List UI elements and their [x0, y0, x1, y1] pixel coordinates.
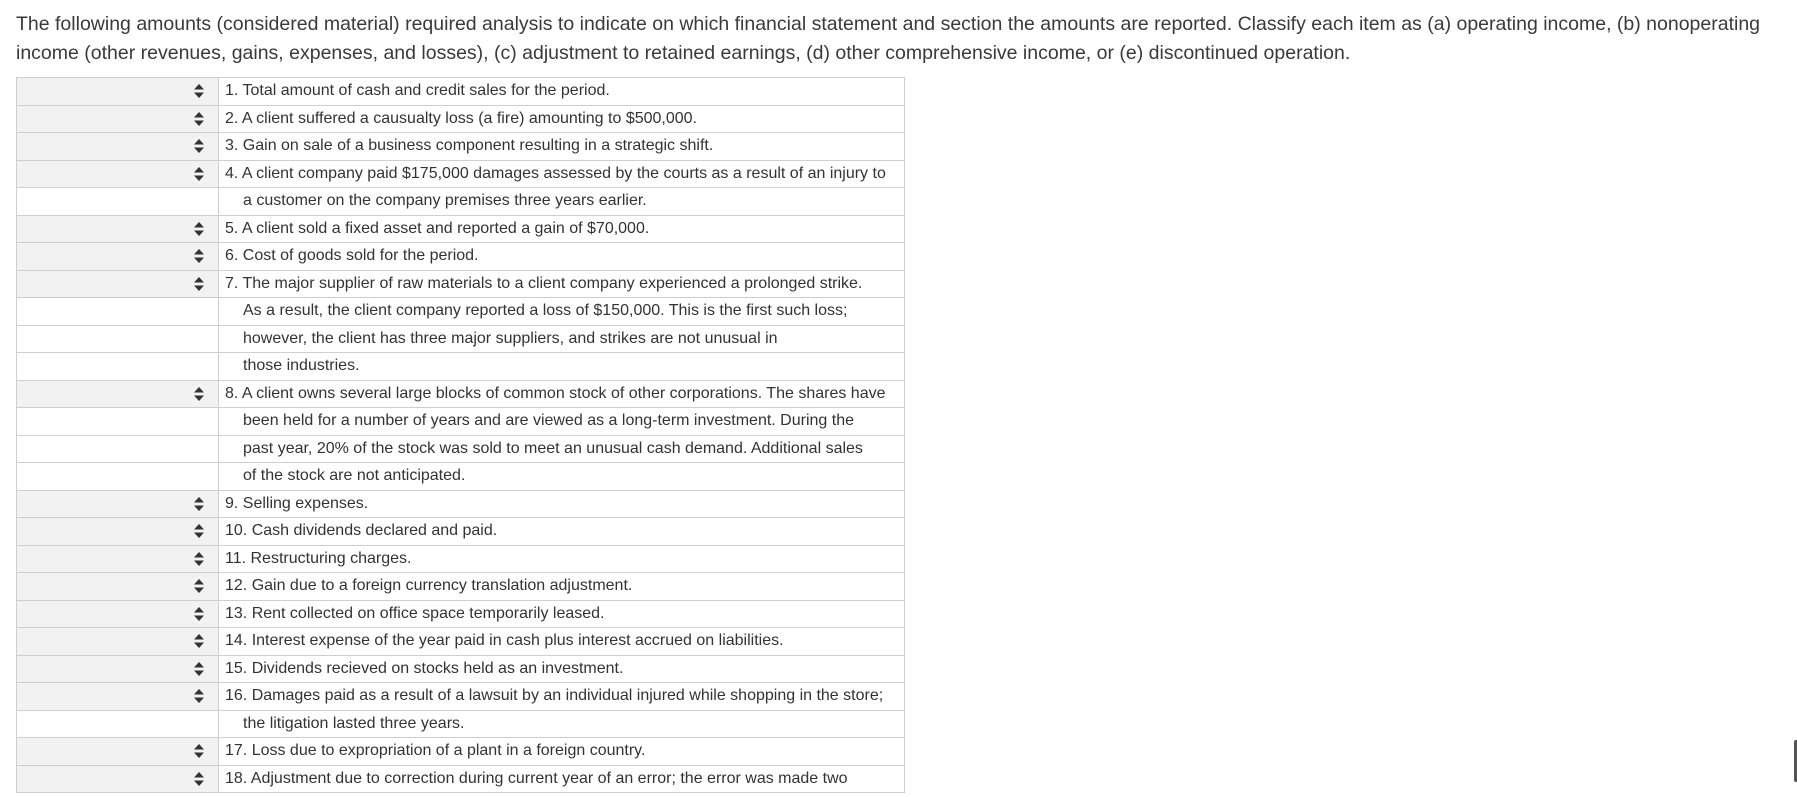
question-row: [17, 133, 905, 161]
question-text: 14. Interest expense of the year paid in cash plus interest accrued on liabilities.: [219, 628, 905, 656]
answer-select[interactable]: [17, 765, 219, 793]
question-text: 5. A client sold a fixed asset and reported a gain of $70,000.: [219, 215, 905, 243]
question-text: 10. Cash dividends declared and paid.: [219, 518, 905, 546]
up-down-caret-icon[interactable]: [194, 552, 204, 566]
question-row: [17, 765, 905, 793]
answer-select[interactable]: [17, 133, 219, 161]
empty-cell: [17, 408, 219, 436]
up-down-caret-icon[interactable]: [194, 112, 204, 126]
answer-select[interactable]: [17, 270, 219, 298]
question-row-continuation: [17, 298, 905, 326]
question-text: As a result, the client company reported a loss of $150,000. This is the first such loss;: [219, 298, 905, 326]
answer-select[interactable]: [17, 573, 219, 601]
question-row-continuation: [17, 463, 905, 491]
question-row-continuation: [17, 353, 905, 381]
question-text: however, the client has three major suppliers, and strikes are not unusual in: [219, 325, 905, 353]
question-row: [17, 78, 905, 106]
up-down-caret-icon[interactable]: [194, 387, 204, 401]
question-row: [17, 628, 905, 656]
answer-select[interactable]: [17, 738, 219, 766]
question-text: a customer on the company premises three years earlier.: [219, 188, 905, 216]
question-text: 11. Restructuring charges.: [219, 545, 905, 573]
answer-select[interactable]: [17, 215, 219, 243]
question-row: [17, 243, 905, 271]
answer-select[interactable]: [17, 545, 219, 573]
question-row: [17, 600, 905, 628]
up-down-caret-icon[interactable]: [194, 222, 204, 236]
question-row-continuation: [17, 188, 905, 216]
classification-table-body: [17, 78, 905, 793]
empty-cell: [17, 353, 219, 381]
up-down-caret-icon[interactable]: [194, 277, 204, 291]
question-text: past year, 20% of the stock was sold to meet an unusual cash demand. Additional sales: [219, 435, 905, 463]
up-down-caret-icon[interactable]: [194, 167, 204, 181]
empty-cell: [17, 188, 219, 216]
up-down-caret-icon[interactable]: [194, 497, 204, 511]
question-text: those industries.: [219, 353, 905, 381]
empty-cell: [17, 435, 219, 463]
question-text: 7. The major supplier of raw materials to a client company experienced a prolonged strike.: [219, 270, 905, 298]
answer-select[interactable]: [17, 105, 219, 133]
question-row: [17, 655, 905, 683]
question-text: of the stock are not anticipated.: [219, 463, 905, 491]
instructions-text: The following amounts (considered material) required analysis to indicate on which financial statement and section the amounts are reported. Classify each item as (a) operating income, (b) nonoperating income (other revenues, gains, expenses, and losses), (c) adjustment to retained earnings, (d) other comprehensive income, or (e) discontinued operation.: [16, 13, 1761, 64]
answer-select[interactable]: [17, 490, 219, 518]
question-text: 15. Dividends recieved on stocks held as an investment.: [219, 655, 905, 683]
up-down-caret-icon[interactable]: [194, 524, 204, 538]
question-row-continuation: [17, 408, 905, 436]
empty-cell: [17, 463, 219, 491]
empty-cell: [17, 710, 219, 738]
question-row-continuation: [17, 710, 905, 738]
empty-cell: [17, 325, 219, 353]
question-row: [17, 105, 905, 133]
question-text: 8. A client owns several large blocks of common stock of other corporations. The shares have: [219, 380, 905, 408]
question-text: 18. Adjustment due to correction during current year of an error; the error was made two: [219, 765, 905, 793]
question-text: 13. Rent collected on office space temporarily leased.: [219, 600, 905, 628]
up-down-caret-icon[interactable]: [194, 249, 204, 263]
question-text: been held for a number of years and are viewed as a long-term investment. During the: [219, 408, 905, 436]
up-down-caret-icon[interactable]: [194, 84, 204, 98]
answer-select[interactable]: [17, 683, 219, 711]
question-row: [17, 683, 905, 711]
answer-select[interactable]: [17, 380, 219, 408]
question-row: [17, 160, 905, 188]
question-row: [17, 573, 905, 601]
question-row-continuation: [17, 435, 905, 463]
answer-select[interactable]: [17, 518, 219, 546]
question-text: the litigation lasted three years.: [219, 710, 905, 738]
question-row: [17, 545, 905, 573]
question-row: [17, 215, 905, 243]
question-row: [17, 738, 905, 766]
question-text: 4. A client company paid $175,000 damages assessed by the courts as a result of an injury to: [219, 160, 905, 188]
up-down-caret-icon[interactable]: [194, 634, 204, 648]
question-text: 17. Loss due to expropriation of a plant in a foreign country.: [219, 738, 905, 766]
question-text: 1. Total amount of cash and credit sales for the period.: [219, 78, 905, 106]
answer-select[interactable]: [17, 655, 219, 683]
question-text: 2. A client suffered a causualty loss (a fire) amounting to $500,000.: [219, 105, 905, 133]
question-text: 6. Cost of goods sold for the period.: [219, 243, 905, 271]
question-text: 3. Gain on sale of a business component resulting in a strategic shift.: [219, 133, 905, 161]
question-row: [17, 490, 905, 518]
up-down-caret-icon[interactable]: [194, 689, 204, 703]
up-down-caret-icon[interactable]: [194, 139, 204, 153]
up-down-caret-icon[interactable]: [194, 744, 204, 758]
answer-select[interactable]: [17, 600, 219, 628]
question-text: 9. Selling expenses.: [219, 490, 905, 518]
answer-select[interactable]: [17, 78, 219, 106]
question-row: [17, 380, 905, 408]
question-text: 16. Damages paid as a result of a lawsuit by an individual injured while shopping in the store;: [219, 683, 905, 711]
classification-table: [16, 77, 905, 793]
answer-select[interactable]: [17, 628, 219, 656]
question-row-continuation: [17, 325, 905, 353]
question-row: [17, 270, 905, 298]
question-text: 12. Gain due to a foreign currency translation adjustment.: [219, 573, 905, 601]
question-row: [17, 518, 905, 546]
up-down-caret-icon[interactable]: [194, 772, 204, 786]
empty-cell: [17, 298, 219, 326]
answer-select[interactable]: [17, 243, 219, 271]
answer-select[interactable]: [17, 160, 219, 188]
up-down-caret-icon[interactable]: [194, 662, 204, 676]
up-down-caret-icon[interactable]: [194, 607, 204, 621]
up-down-caret-icon[interactable]: [194, 579, 204, 593]
